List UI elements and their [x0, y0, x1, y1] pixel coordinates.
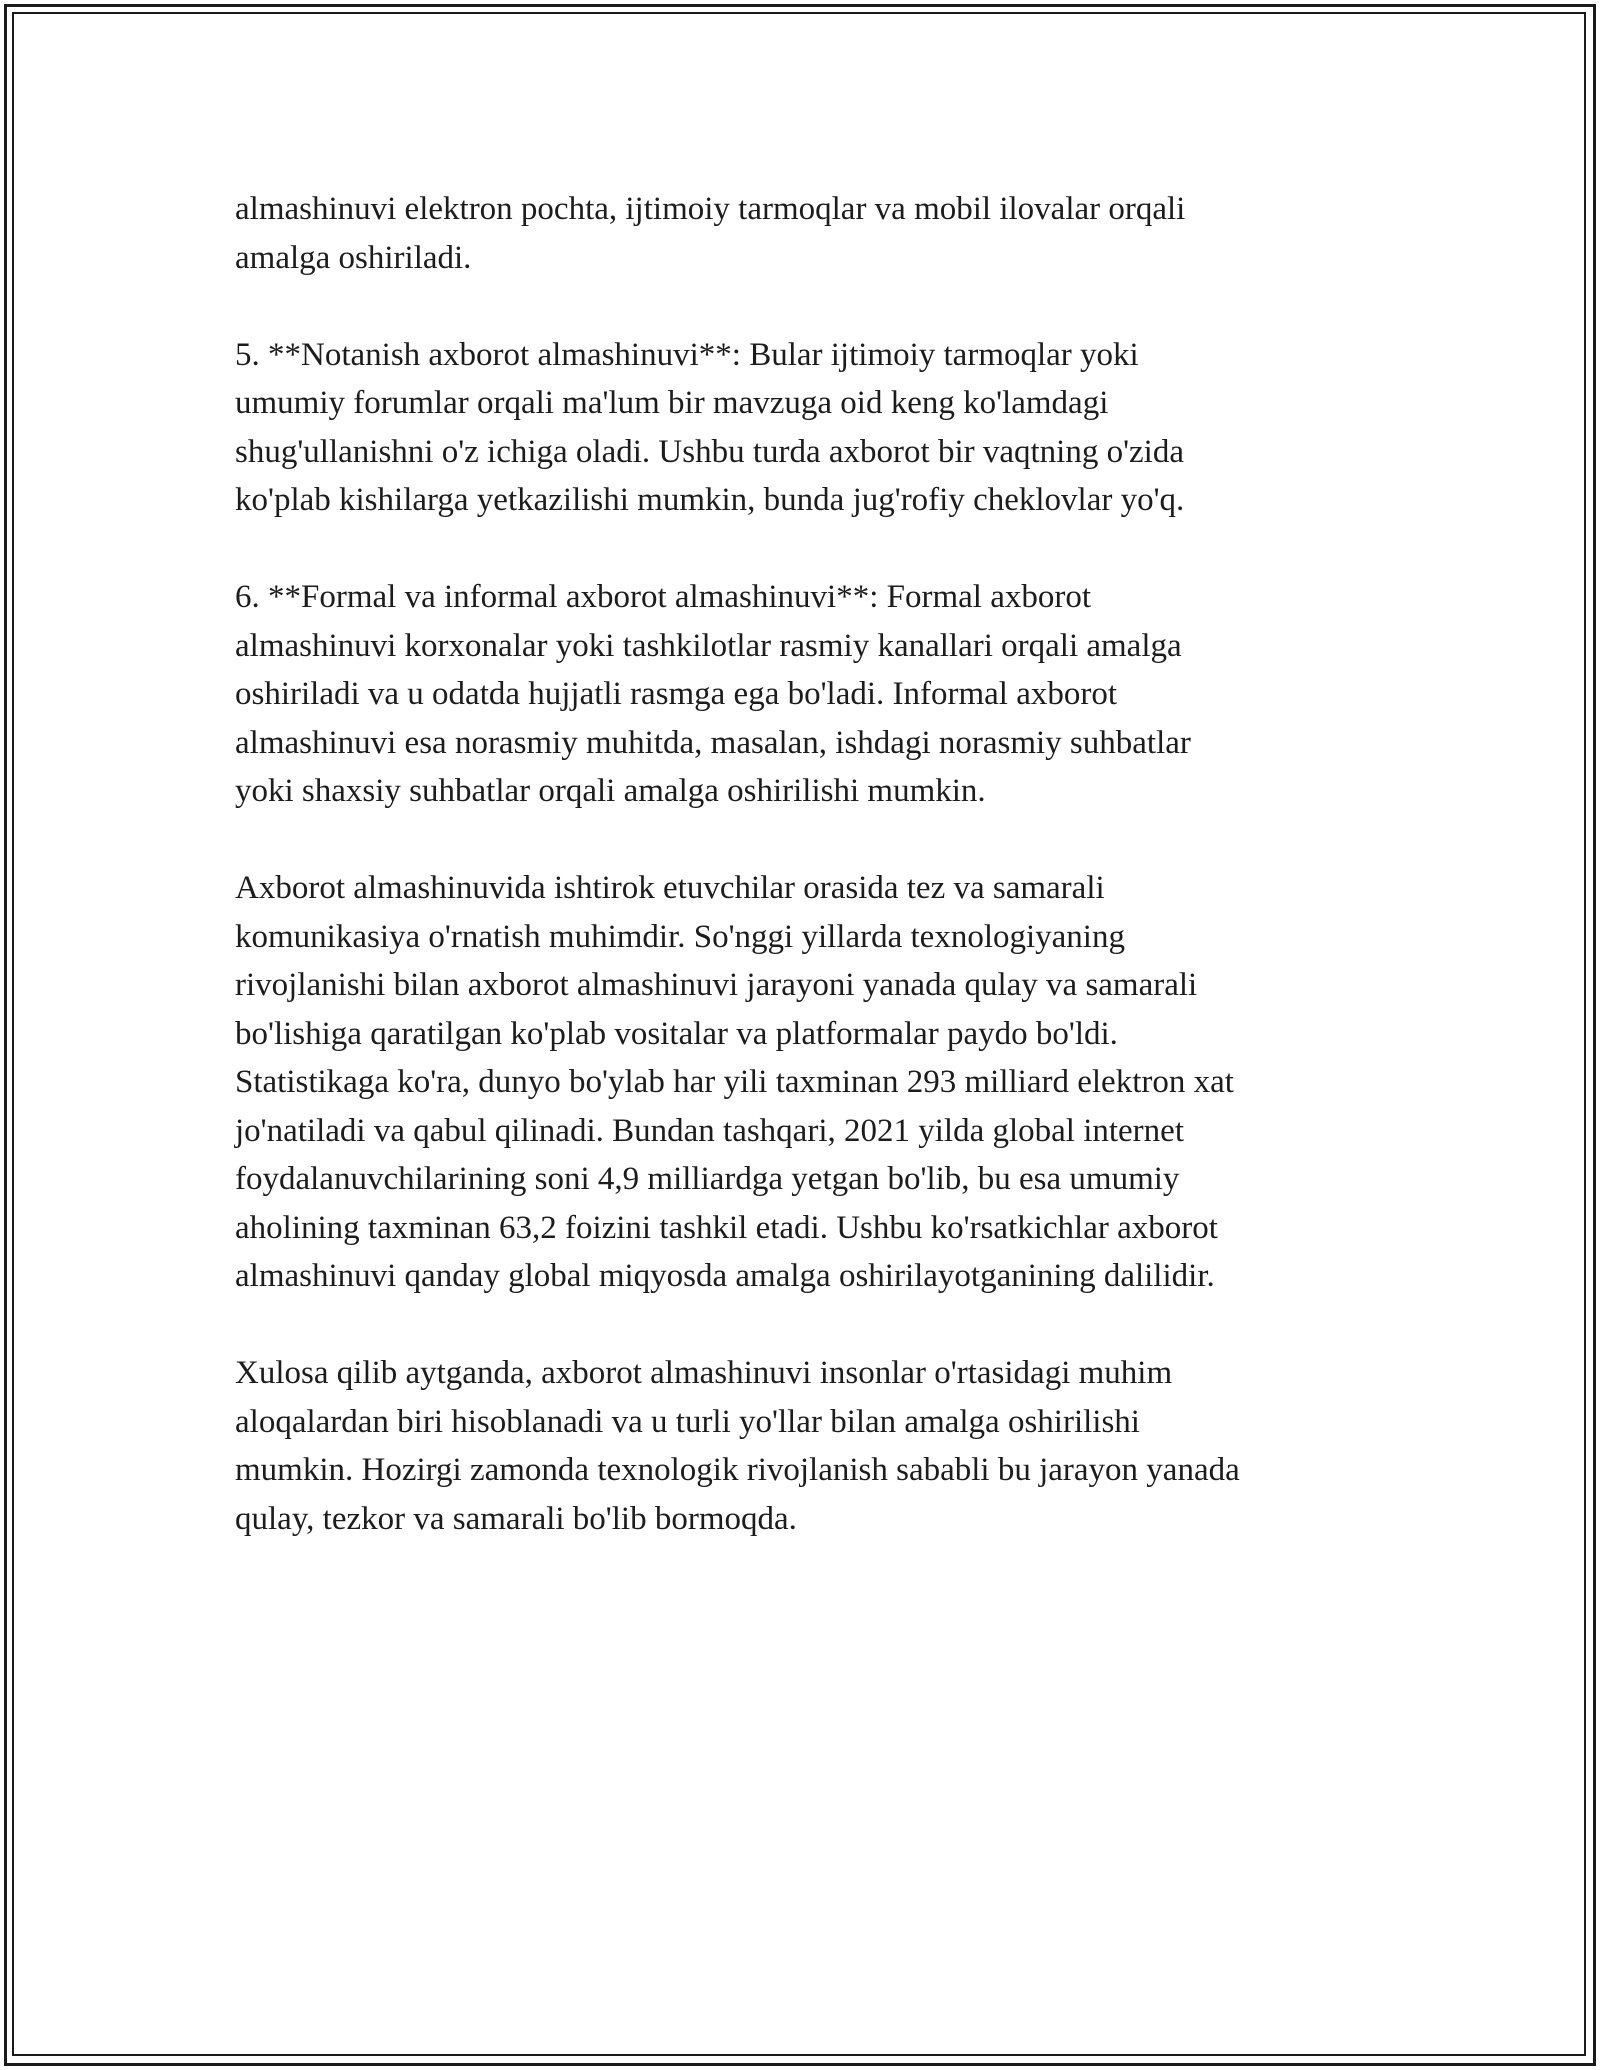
- paragraph-email-social-continuation: almashinuvi elektron pochta, ijtimoiy tarmoqlar va mobil ilovalar orqali amalga oshiriladi.: [235, 191, 1186, 276]
- paragraph-statistics: Axborot almashinuvida ishtirok etuvchilar orasida tez va samarali komunikasiya o'rnatish muhimdir. So'nggi yillarda texnologiyaning rivojlanishi bilan axborot almashinuvi jarayoni yanada qulay va samarali bo'lishiga qaratilgan ko'plab vositalar va platformalar paydo bo'ldi. Statistikaga ko'ra, dunyo bo'ylab har yili taxminan 293 milliard elektron xat jo'natiladi va qabul qilinadi. Bundan tashqari, 2021 yilda global internet foydalanuvchilarining soni 4,9 milliardga yetgan bo'lib, bu esa umumiy aholining taxminan 63,2 foizini tashkil etadi. Ushbu ko'rsatkichlar axborot almashinuvi qanday global miqyosda amalga oshirilayotganining dalilidir.: [235, 870, 1234, 1294]
- paragraph-item-5-unknown-exchange: 5. **Notanish axborot almashinuvi**: Bular ijtimoiy tarmoqlar yoki umumiy forumlar orqali ma'lum bir mavzuga oid keng ko'lamdagi shug'ullanishni o'z ichiga oladi. Ushbu turda axborot bir vaqtning o'zida ko'plab kishilarga yetkazilishi mumkin, bunda jug'rofiy cheklovlar yo'q.: [235, 336, 1185, 518]
- paragraph-item-6-formal-informal: 6. **Formal va informal axborot almashinuvi**: Formal axborot almashinuvi korxonalar yoki tashkilotlar rasmiy kanallari orqali amalga oshiriladi va u odatda hujjatli rasmga ega bo'ladi. Informal axborot almashinuvi esa norasmiy muhitda, masalan, ishdagi norasmiy suhbatlar yoki shaxsiy suhbatlar orqali amalga oshirilishi mumkin.: [235, 579, 1191, 809]
- document-body: [235, 185, 1365, 1592]
- paragraph-conclusion: Xulosa qilib aytganda, axborot almashinuvi insonlar o'rtasidagi muhim aloqalardan biri hisoblanadi va u turli yo'llar bilan amalga oshirilishi mumkin. Hozirgi zamonda texnologik rivojlanish sababli bu jarayon yanada qulay, tezkor va samarali bo'lib bormoqda.: [235, 1355, 1240, 1537]
